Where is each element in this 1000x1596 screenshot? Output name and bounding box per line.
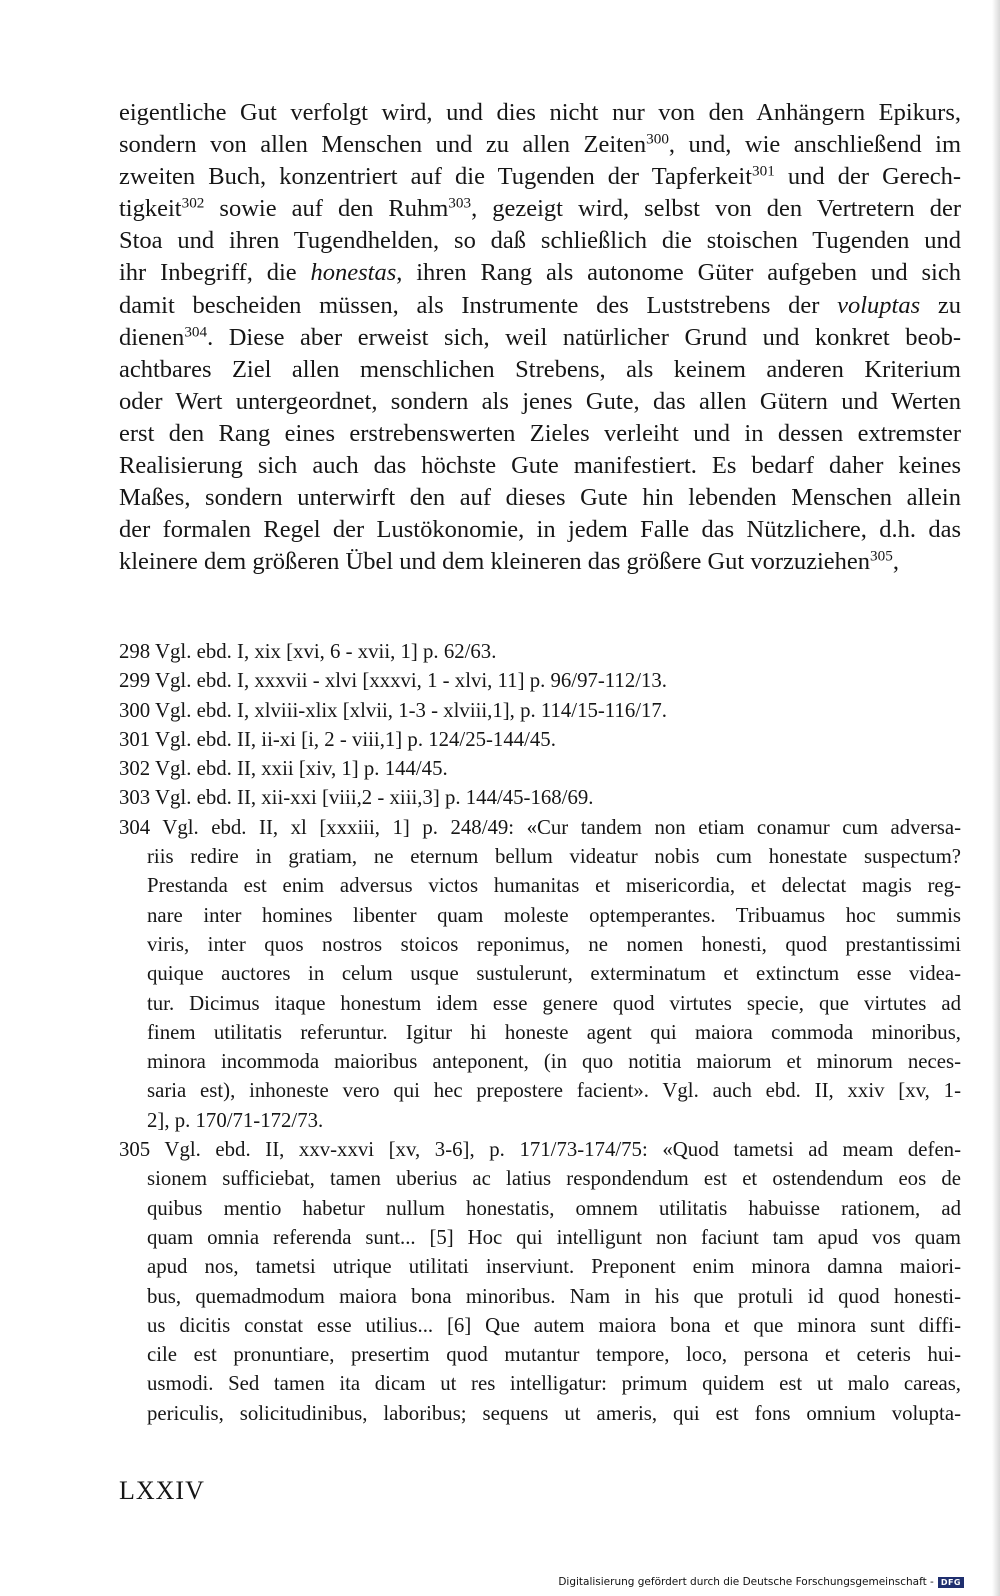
text-run: damit bescheiden müssen, als Instrumente des Luststrebens der [119, 291, 838, 319]
italic-term: honestas [310, 259, 397, 287]
footnote-line: us dicitis constat esse utilius... [6] Que autem maiora bona et que minora sunt diffi- [147, 1313, 961, 1337]
body-line [119, 97, 961, 129]
text-run: tigkeit [119, 195, 182, 223]
main-text-block [119, 97, 961, 578]
footnote-line: quique auctores in celum usque sustulerunt, exterminatum et extinctum esse videa- [147, 962, 961, 986]
footnote-line: tur. Dicimus itaque honestum idem esse genere quod virtutes specie, que virtutes ad [147, 991, 961, 1015]
text-run: Stoa und ihren Tugendhelden, so daß schließlich die stoischen Tugenden und [119, 227, 961, 255]
text-run: eigentliche Gut verfolgt wird, und dies nicht nur von den Anhängern Epikurs, [119, 99, 961, 126]
footnote-line: minora incommoda maioribus anteponent, (in quo notitia maiorum et minorum neces- [147, 1050, 961, 1074]
body-line [119, 193, 961, 225]
text-run: sowie auf den Ruhm [204, 195, 449, 223]
page-number: LXXIV [119, 1476, 205, 1505]
footnote-line: 299 Vgl. ebd. I, xxxvii - xlvi [xxxvi, 1 - xlvi, 11] p. 96/97-112/13. [119, 669, 667, 693]
footnote-line: cile est pronuntiare, presertim quod mutantur tempore, loco, persona et ceteris hui- [147, 1343, 961, 1367]
page-edge-shadow [992, 0, 1000, 1596]
body-line [119, 257, 961, 289]
text-run: , [892, 548, 899, 576]
text-run: oder Wert untergeordnet, sondern als jenes Gute, das allen Gütern und Werten [119, 387, 961, 415]
italic-term: voluptas [837, 291, 921, 319]
body-line [119, 290, 961, 322]
body-line [119, 322, 961, 354]
footnote-line: bus, quemadmodum maiora bona minoribus. Nam in his que protuli id quod honesti- [147, 1284, 961, 1308]
body-line [119, 514, 961, 546]
footnote-ref: 305 [870, 547, 893, 565]
body-line [119, 418, 961, 450]
footnote-line: sionem sufficiebat, tamen uberius ac latius respondendum est et ostendendum eos de [147, 1167, 961, 1191]
text-run: Maßes, sondern unterwirft den auf dieses Gute hin lebenden Menschen allein [119, 484, 961, 512]
text-run: und der Gerech- [774, 163, 961, 191]
dfg-logo-icon: DFG [938, 1577, 964, 1588]
footnote-line: quam omnia referenda sunt... [5] Hoc qui intelligunt non faciunt tam apud vos quam [147, 1225, 961, 1249]
footnote-line: usmodi. Sed tamen ita dicam ut res intelligatur: primum quidem est ut malo careas, [147, 1372, 961, 1396]
footnote-line: 298 Vgl. ebd. I, xix [xvi, 6 - xvii, 1] p. 62/63. [119, 640, 497, 663]
body-line [119, 482, 961, 514]
body-line [119, 450, 961, 482]
footnote-line: 302 Vgl. ebd. II, xxii [xiv, 1] p. 144/45. [119, 757, 448, 781]
footnote-line: riis redire in gratiam, ne eternum bellum videatur nobis cum honestate suspectum? [147, 845, 961, 869]
footnote-line: 301 Vgl. ebd. II, ii-xi [i, 2 - viii,1] p. 124/25-144/45. [119, 727, 556, 751]
footnote-line: periculis, solicitudinibus, laboribus; sequens ut ameris, qui est fons omnium volupta- [147, 1401, 961, 1425]
credit-text: Digitalisierung gefördert durch die Deutsche Forschungsgemeinschaft - [558, 1576, 934, 1588]
footnote-ref: 300 [646, 130, 669, 148]
text-run: Realisierung sich auch das höchste Gute manifestiert. Es bedarf daher keines [119, 452, 961, 480]
footnote-line: quibus mentio habetur nullum honestatis, omnem utilitatis habuisse rationem, ad [147, 1196, 961, 1220]
text-run: kleinere dem größeren Übel und dem kleineren das größere Gut vorzuziehen [119, 548, 871, 576]
text-run: dienen [119, 323, 185, 351]
footnote-line: viris, inter quos nostros stoicos reponimus, ne nomen honesti, quod prestantissimi [147, 932, 961, 956]
footnote-line: 2], p. 170/71-172/73. [147, 1108, 324, 1132]
footnote-line: 303 Vgl. ebd. II, xii-xxi [viii,2 - xiii,3] p. 144/45-168/69. [119, 786, 594, 810]
footnote-line: apud nos, tametsi utrique utilitati inserviunt. Preponent enim minora damna maiori- [147, 1255, 961, 1279]
footnote-ref: 301 [752, 162, 775, 180]
footnotes-block [119, 637, 961, 1428]
body-line [119, 129, 961, 161]
footnote-line: finem utilitatis referuntur. Igitur hi honeste agent qui maiora commoda minoribus, [147, 1020, 961, 1044]
body-line [119, 386, 961, 418]
digitization-credit [558, 1576, 964, 1588]
text-run: , und, wie anschließend im [668, 131, 961, 159]
footnote-line: 304 Vgl. ebd. II, xl [xxxiii, 1] p. 248/49: «Cur tandem non etiam conamur cum adversa- [119, 815, 961, 839]
footnote-line: saria est), inhoneste vero qui hec prepostere facient». Vgl. auch ebd. II, xxiv [xv, 1- [147, 1079, 961, 1103]
body-line [119, 546, 961, 578]
footnote-ref: 302 [181, 194, 205, 212]
footnote-ref: 304 [184, 323, 208, 341]
footnote-line: 305 Vgl. ebd. II, xxv-xxvi [xv, 3-6], p. 171/73-174/75: «Quod tametsi ad meam defen- [119, 1138, 961, 1162]
text-run: , gezeigt wird, selbst von den Vertretern der [471, 195, 962, 223]
text-run: ihr Inbegriff, die [119, 259, 311, 287]
footnote-ref: 303 [448, 194, 472, 212]
text-run: zu [920, 291, 962, 319]
footnote-line: nare inter homines libenter quam moleste optemperantes. Tribuamus hoc summis [147, 903, 961, 927]
footnote-line: 300 Vgl. ebd. I, xlviii-xlix [xlvii, 1-3 - xlviii,1], p. 114/15-116/17. [119, 698, 667, 722]
footnote-line: Prestanda est enim adversus victos humanitas et misericordia, et delectat magis reg- [147, 874, 961, 898]
text-run: achtbares Ziel allen menschlichen Strebens, als keinem anderen Kriterium [119, 355, 961, 383]
text-run: , ihren Rang als autonome Güter aufgeben und sich [396, 259, 961, 287]
body-line [119, 354, 961, 386]
text-run: der formalen Regel der Lustökonomie, in jedem Falle das Nützlichere, d.h. das [119, 516, 961, 544]
text-run: . Diese aber erweist sich, weil natürlicher Grund und konkret beob- [207, 323, 961, 351]
text-run: erst den Rang eines erstrebenswerten Zieles verleiht und in dessen extremster [119, 419, 961, 447]
body-line [119, 225, 961, 257]
body-line [119, 161, 961, 193]
text-run: sondern von allen Menschen und zu allen Zeiten [119, 131, 647, 159]
text-run: zweiten Buch, konzentriert auf die Tugenden der Tapferkeit [119, 163, 753, 191]
